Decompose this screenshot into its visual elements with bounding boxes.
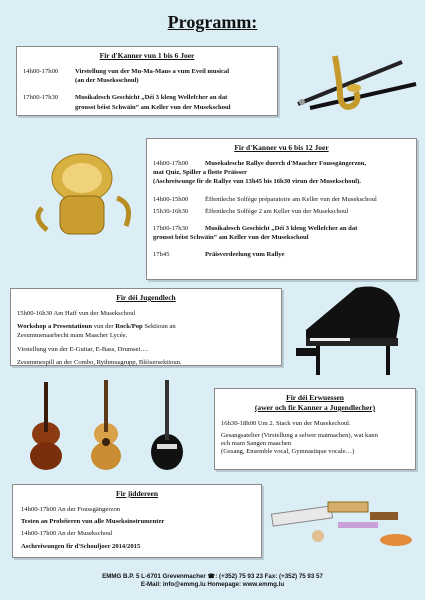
event-time: 15h00-16h30 Am Haff vun der Musekschoul	[17, 310, 136, 317]
section-heading: Fir déi Erwuessen	[286, 393, 344, 402]
event-text: Präisverdeelung vum Rallye	[205, 251, 285, 259]
tuba-image	[22, 148, 142, 243]
event-text: ech mam Sangen maachen	[221, 440, 292, 448]
event-time: 14h00-17h00 An der Musekschoul	[21, 530, 113, 538]
footer-contact: EMMG B.P. 5 L-6701 Grevenmacher ☎: (+352) 75 93 23 Fax: (+352) 75 93 57	[102, 573, 323, 580]
event-text: grousst béist Schwäin“ am Keller vun der Musekschoul	[153, 234, 309, 242]
event-text: Sektioun an	[142, 323, 176, 331]
section-heading: Fir jiddereen	[115, 489, 158, 498]
event-time: 14h00-15h00	[153, 195, 189, 203]
percussion-instruments-image	[268, 496, 418, 551]
event-text: (an der Museksschoul)	[75, 77, 139, 85]
event-time: 16h30-18h00 Um 2. Stack vun der Musekschoul.	[221, 420, 351, 427]
section-adults	[214, 388, 416, 470]
section-heading: Fir déi Jugendlech	[116, 293, 176, 302]
section-everyone	[12, 484, 262, 558]
electric-guitar-image	[149, 374, 185, 474]
event-text: Workshop a Presentatioun	[17, 323, 92, 331]
section-kids-6-12	[146, 138, 417, 280]
event-text: Ëffentleche Solfège 2 am Keller vun der Musekschoul	[205, 207, 349, 215]
event-text: Testen an Probéieren vun alle Museksinstrumenter	[21, 518, 165, 526]
event-text: Zesummenaarbecht mam Maacher Lycée.	[17, 332, 128, 340]
page-title: Programm:	[167, 12, 258, 32]
section-subheading: (awer och fir Kanner a Jugendlecher)	[254, 403, 376, 412]
event-text: (Aschreiwunge fir de Rallye vun 13h45 bis 16h30 virun der Musekschoul).	[153, 178, 361, 186]
violin-image	[28, 374, 64, 474]
grand-piano-image	[296, 280, 411, 380]
event-text: Virstellung vun der E-Guitar, E-Bass, Drumset….	[17, 345, 149, 353]
event-time: 17h00-17h30	[23, 94, 59, 102]
section-heading: Fir d'Kanner vun 1 bis 6 Joer	[99, 51, 195, 60]
footer-web: E-Mail: info@emmg.lu Homepage: www.emmg.lu	[140, 581, 285, 588]
event-time: 15h30-16h30	[153, 207, 189, 215]
event-text: grousst béist Schwäin“ am Keller vun der Musekschoul	[75, 103, 231, 111]
event-text: Ëffentleche Solfège préparatoire am Keller vun der Musekschoul	[205, 195, 377, 203]
event-text: mat Quiz, Spiller a flotte Präisser	[153, 169, 248, 177]
event-text: Rock/Pop	[115, 323, 143, 331]
acoustic-guitar-image	[88, 374, 124, 474]
event-time: 14h00-17h00	[153, 160, 189, 167]
section-youth	[10, 288, 282, 366]
event-text: Gesangsatelier (Virstellung a selwer matmachen), wat kann	[221, 432, 378, 440]
section-heading: Fir d'Kanner vu 6 bis 12 Joer	[234, 143, 329, 152]
event-text: Virstellung vun der Mu-Ma-Maus a vum Eveil musical	[75, 68, 230, 75]
event-text: Musekalesche Rallye duerch d'Maacher Foussgängerzon,	[205, 160, 367, 167]
section-kids-1-6	[16, 46, 278, 116]
event-time: 14h00-17h00	[23, 68, 59, 75]
event-text: Zesummespill an der Combo, Rythmusgrupp, Bléisersektioun.	[17, 358, 182, 366]
event-text: vun der	[91, 323, 116, 331]
event-time: 17h45	[153, 251, 170, 259]
event-time: 17h00-17h30	[153, 225, 189, 233]
event-text: Musikalesch Geschicht „Déi 3 kleng Wellefcher an dat	[75, 94, 228, 102]
event-text: (Gesang, Ensemble vocal, Gymnastique vocale…)	[221, 448, 355, 456]
woodwind-instruments-image	[290, 44, 420, 114]
event-text: Musikalesch Geschicht „Déi 3 kleng Wellefcher an dat	[205, 225, 358, 233]
event-text: Aschreiwungen fir d'Schouljoer 2014/2015	[21, 542, 141, 550]
event-time: 14h00-17h00 An der Foussgängerzon	[21, 506, 121, 513]
